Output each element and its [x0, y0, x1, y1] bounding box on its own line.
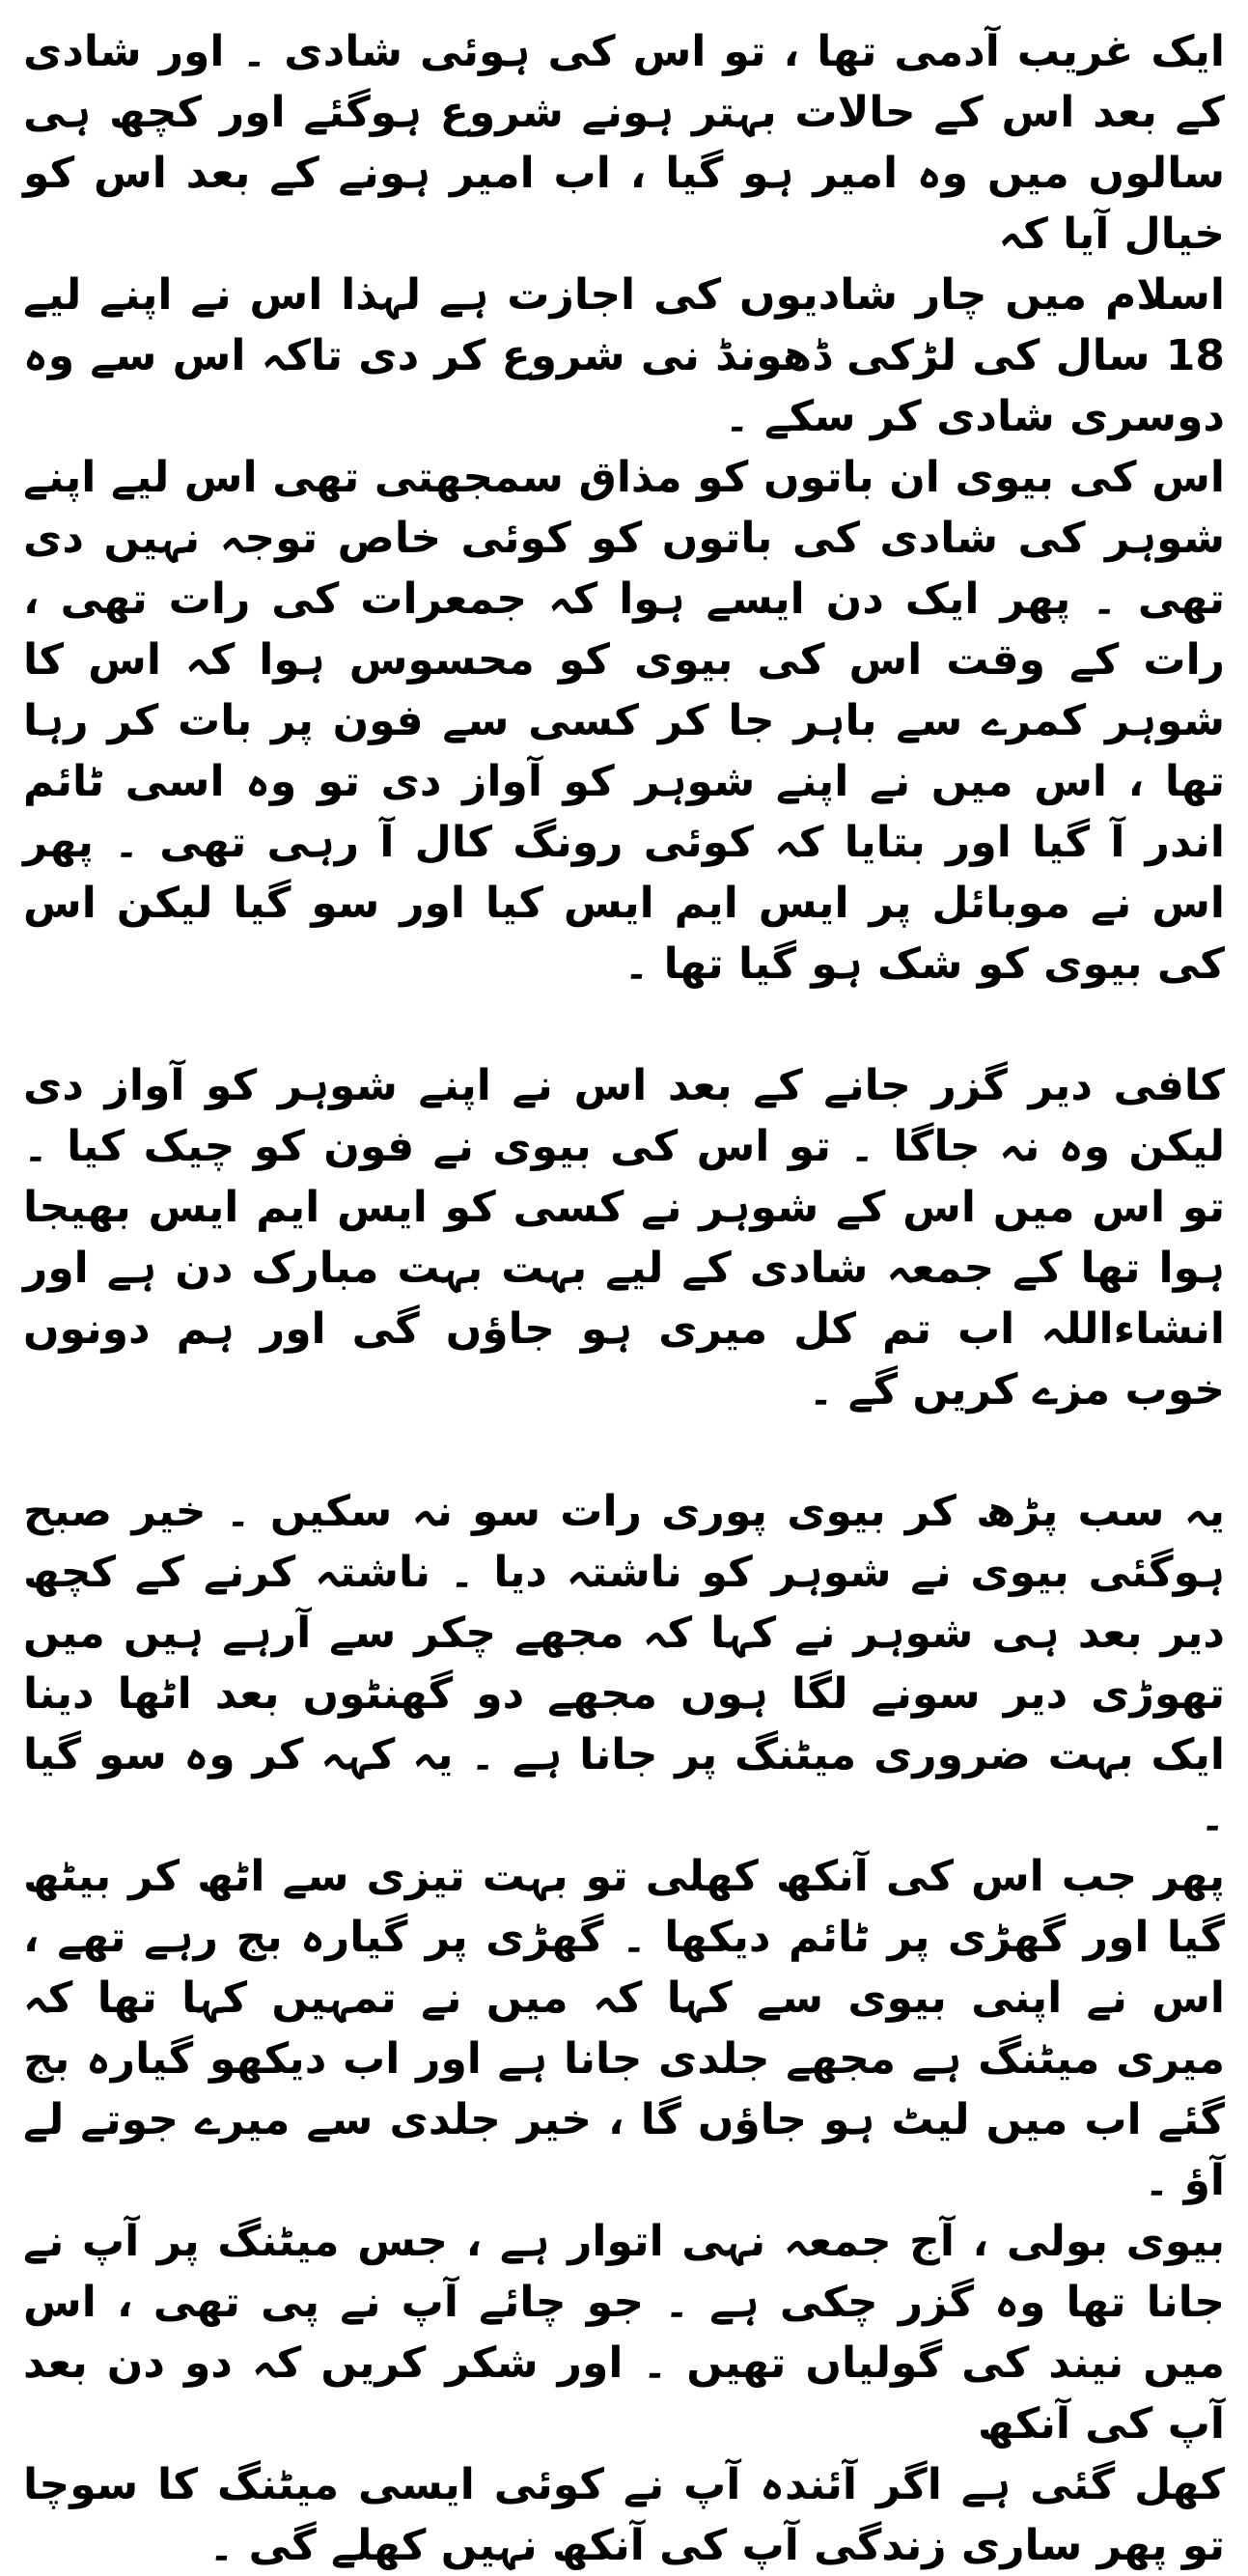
- paragraph-gap: [23, 994, 1225, 1055]
- story-paragraph: یہ سب پڑھ کر بیوی پوری رات سو نہ سکیں ۔ خیر صبح ہوگئی بیوی نے شوہر کو ناشتہ دیا ۔ ناشتہ کرنے کے کچھ دیر بعد ہی شوہر نے کہا کہ مجھے چکر سے آرہے ہیں میں تھوڑی دیر سونے لگا ہوں مجھے دو گھنٹوں بعد اٹھا دینا ایک بہت ضروری میٹنگ پر جانا ہے ۔ یہ کہہ کر وہ سو گیا ۔: [23, 1487, 1225, 1840]
- story-paragraph: بیوی بولی ، آج جمعہ نہی اتوار ہے ، جس میٹنگ پر آپ نے جانا تھا وہ گزر چکی ہے ۔ جو چائے آپ نے پی تھی ، اس میں نیند کی گولیاں تھیں ۔ اور شکر کریں کہ دو دن بعد آپ کی آنکھ: [23, 2217, 1225, 2449]
- story-paragraph: کافی دیر گزر جانے کے بعد اس نے اپنے شوہر کو آواز دی لیکن وہ نہ جاگا ۔ تو اس کی بیوی نے فون کو چیک کیا ۔ تو اس میں اس کے شوہر نے کسی کو ایس ایم ایس بھیجا ہوا تھا کے جمعہ شادی کے لیے بہت بہت مبارک دن ہے اور انشاءاللہ اب تم کل میری ہو جاؤں گی اور ہم دونوں خوب مزے کریں گے ۔: [23, 1061, 1225, 1414]
- paragraph-gap: [23, 1420, 1225, 1481]
- story-paragraph: ایک غریب آدمی تھا ، تو اس کی ہوئی شادی ۔ اور شادی کے بعد اس کے حالات بہتر ہونے شروع ہوگئے اور کچھ ہی سالوں میں وہ امیر ہو گیا ، اب امیر ہونے کے بعد اس کو خیال آیا کہ: [23, 27, 1225, 259]
- story-paragraph: پھر جب اس کی آنکھ کھلی تو بہت تیزی سے اٹھ کر بیٹھ گیا اور گھڑی پر ٹائم دیکھا ۔ گھڑی پر گیارہ بج رہے تھے ، اس نے اپنی بیوی سے کہا کہ میں نے تمہیں کہا تھا کہ میری میٹنگ ہے مجھے جلدی جانا ہے اور اب دیکھو گیارہ بج گئے اب میں لیٹ ہو جاؤں گا ، خیر جلدی سے میرے جوتے لے آؤ ۔: [23, 1852, 1225, 2205]
- story-paragraph: کھل گئی ہے اگر آئندہ آپ نے کوئی ایسی میٹنگ کا سوچا تو پھر ساری زندگی آپ کی آنکھ نہیں کھلے گی ۔: [23, 2460, 1225, 2570]
- story-paragraph: اس کی بیوی ان باتوں کو مذاق سمجھتی تھی اس لیے اپنے شوہر کی شادی کی باتوں کو کوئی خاص توجہ نہیں دی تھی ۔ پھر ایک دن ایسے ہوا کہ جمعرات کی رات تھی ، رات کے وقت اس کی بیوی کو محسوس ہوا کہ اس کا شوہر کمرے سے باہر جا کر کسی سے فون پر بات کر رہا تھا ، اس میں نے اپنے شوہر کو آواز دی تو وہ اسی ٹائم اندر آ گیا اور بتایا کہ کوئی رونگ کال آ رہی تھی ۔ پھر اس نے موبائل پر ایس ایم ایس کیا اور سو گیا لیکن اس کی بیوی کو شک ہو گیا تھا ۔: [23, 453, 1225, 989]
- story-paragraph: اسلام میں چار شادیوں کی اجازت ہے لہذا اس نے اپنے لیے 18 سال کی لڑکی ڈھونڈ نی شروع کر دی تاکہ اس سے وہ دوسری شادی کر سکے ۔: [23, 270, 1225, 441]
